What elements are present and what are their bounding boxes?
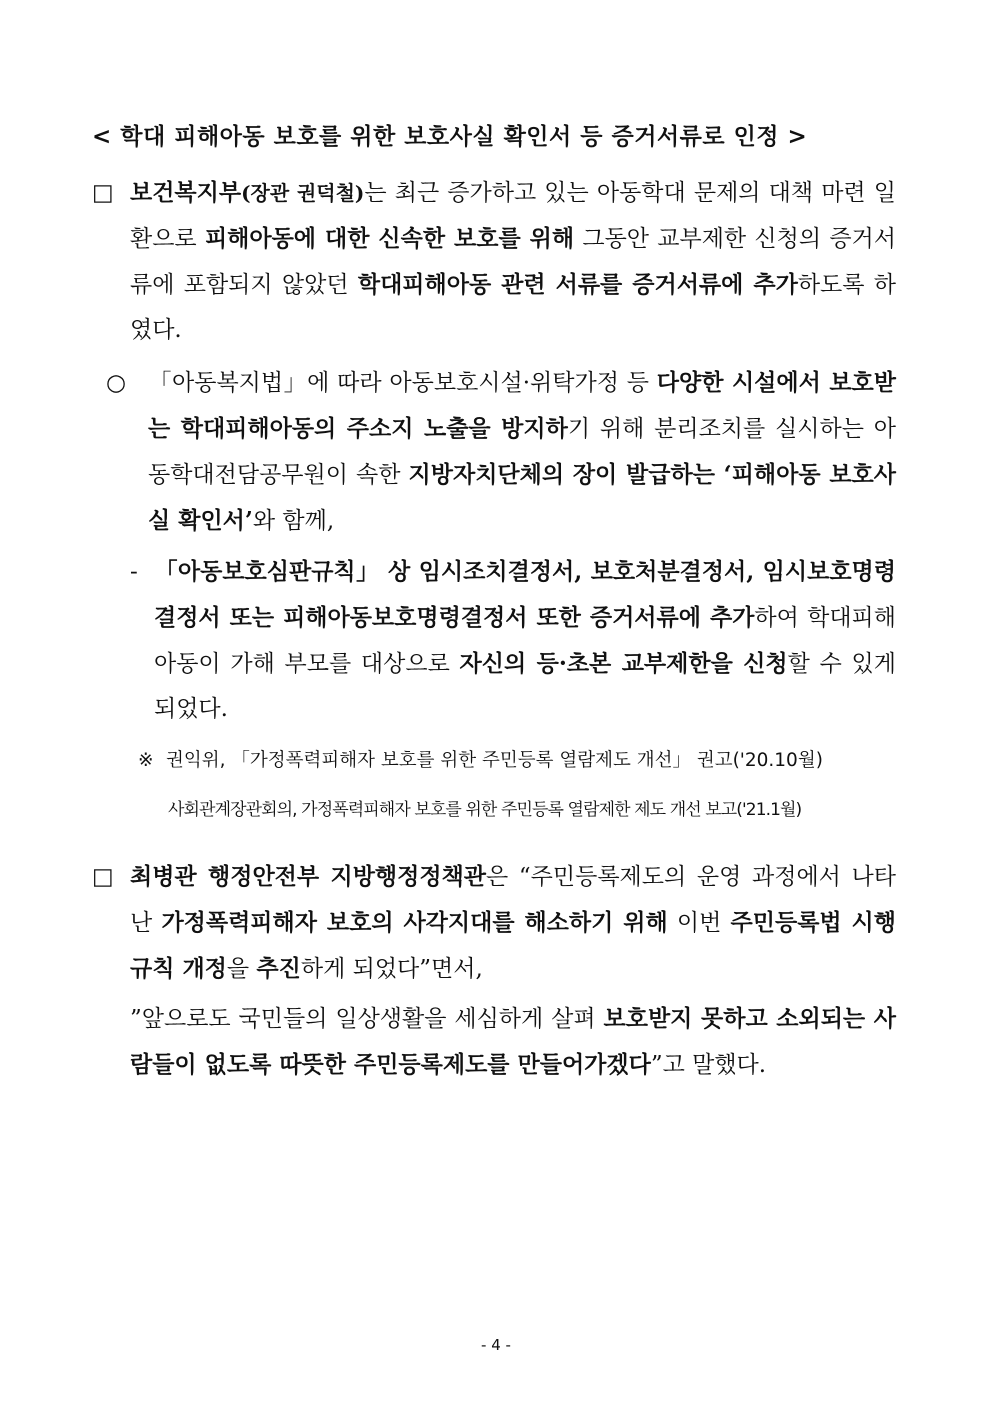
section2-text-4: 하게 되었다”면서, (300, 956, 483, 982)
section2-paragraph (92, 854, 896, 992)
section2-text-3: 을 (226, 956, 257, 982)
sub-bold-2: 지방자치단체의 장이 발급하는 ‘피해아동 보호사실 확인서’ (148, 461, 896, 534)
square-bullet-2: □ (92, 864, 114, 890)
dash-bold-1: 「아동보호심판규칙」 상 임시조치결정서, 보호처분결정서, 임시보호명령결정서 또는 피해아동보호명령결정서 또한 증거서류에 추가 (154, 558, 896, 631)
section1-paragraph (92, 170, 896, 353)
section2-quote (130, 996, 896, 1088)
section1-bold-1: 피해아동에 대한 신속한 보호를 위해 (204, 225, 575, 252)
reference-note-2 (168, 795, 801, 820)
dash-text-1: 하여 학대피해아동이 가해 부모를 대상으로 (154, 605, 896, 677)
section2-bold-2: 주민등록법 시행규칙 개정 (130, 909, 896, 982)
note-text-2: 사회관계장관회의, 가정폭력피해자 보호를 위한 주민등록 열람제한 제도 개선 보고('21.1월) (168, 800, 802, 820)
dash-text-2: 할 수 있게 되었다. (154, 651, 896, 722)
minister-note: (장관 권덕철) (241, 181, 365, 205)
sub-text-2: 기 위해 분리조치를 실시하는 아동학대전담공무원이 속한 (148, 416, 896, 488)
dash-bold-2: 자신의 등·초본 교부제한을 신청 (459, 650, 788, 677)
section1-bold-2: 학대피해아동 관련 서류를 증거서류에 추가 (357, 271, 798, 298)
official-name: 최병관 행정안전부 지방행정정책관 (130, 863, 487, 890)
sub-text-3: 와 함께, (252, 508, 335, 534)
sub-bold-1: 다양한 시설에서 보호받는 학대피해아동의 주소지 노출을 방지하 (148, 369, 896, 442)
section-heading: < 학대 피해아동 보호를 위한 보호사실 확인서 등 증거서류로 인정 > (92, 123, 808, 150)
section2-text-2: 이번 (667, 910, 731, 936)
section2-bold-3: 추진 (256, 955, 301, 982)
sub-text-1: 「아동복지법」에 따라 아동보호시설·위탁가정 등 (148, 370, 657, 396)
circle-bullet: ○ (106, 370, 127, 396)
page-number: - 4 - (481, 1336, 511, 1354)
section1-sub-item (106, 360, 896, 544)
note-mark: ※ (138, 750, 154, 771)
section1-text-2: 그동안 교부제한 신청의 증거서류에 포함되지 않았던 (130, 226, 896, 298)
square-bullet: □ (92, 180, 114, 206)
section2-bold-1: 가정폭력피해자 보호의 사각지대를 해소하기 위해 (161, 909, 668, 936)
quote-text-2: ”고 말했다. (650, 1052, 767, 1078)
quote-text-1: ”앞으로도 국민들의 일상생활을 세심하게 살펴 (130, 1006, 604, 1032)
note-text-1: 권익위, 「가정폭력피해자 보호를 위한 주민등록 열람제도 개선」 권고('20.10월) (166, 750, 823, 771)
section2-text-1: 은 “주민등록제도의 운영 과정에서 나타난 (130, 864, 896, 936)
section1-dash-item (130, 549, 896, 732)
dash-bullet: - (130, 559, 138, 585)
reference-note-1 (138, 746, 823, 772)
section1-text-1: 는 최근 증가하고 있는 아동학대 문제의 대책 마련 일환으로 (130, 180, 896, 252)
quote-bold-1: 보호받지 못하고 소외되는 사람들이 없도록 따뜻한 주민등록제도를 만들어가겠다 (130, 1005, 896, 1078)
ministry-name: 보건복지부 (130, 179, 242, 206)
section1-text-3: 하도록 하였다. (130, 272, 896, 343)
